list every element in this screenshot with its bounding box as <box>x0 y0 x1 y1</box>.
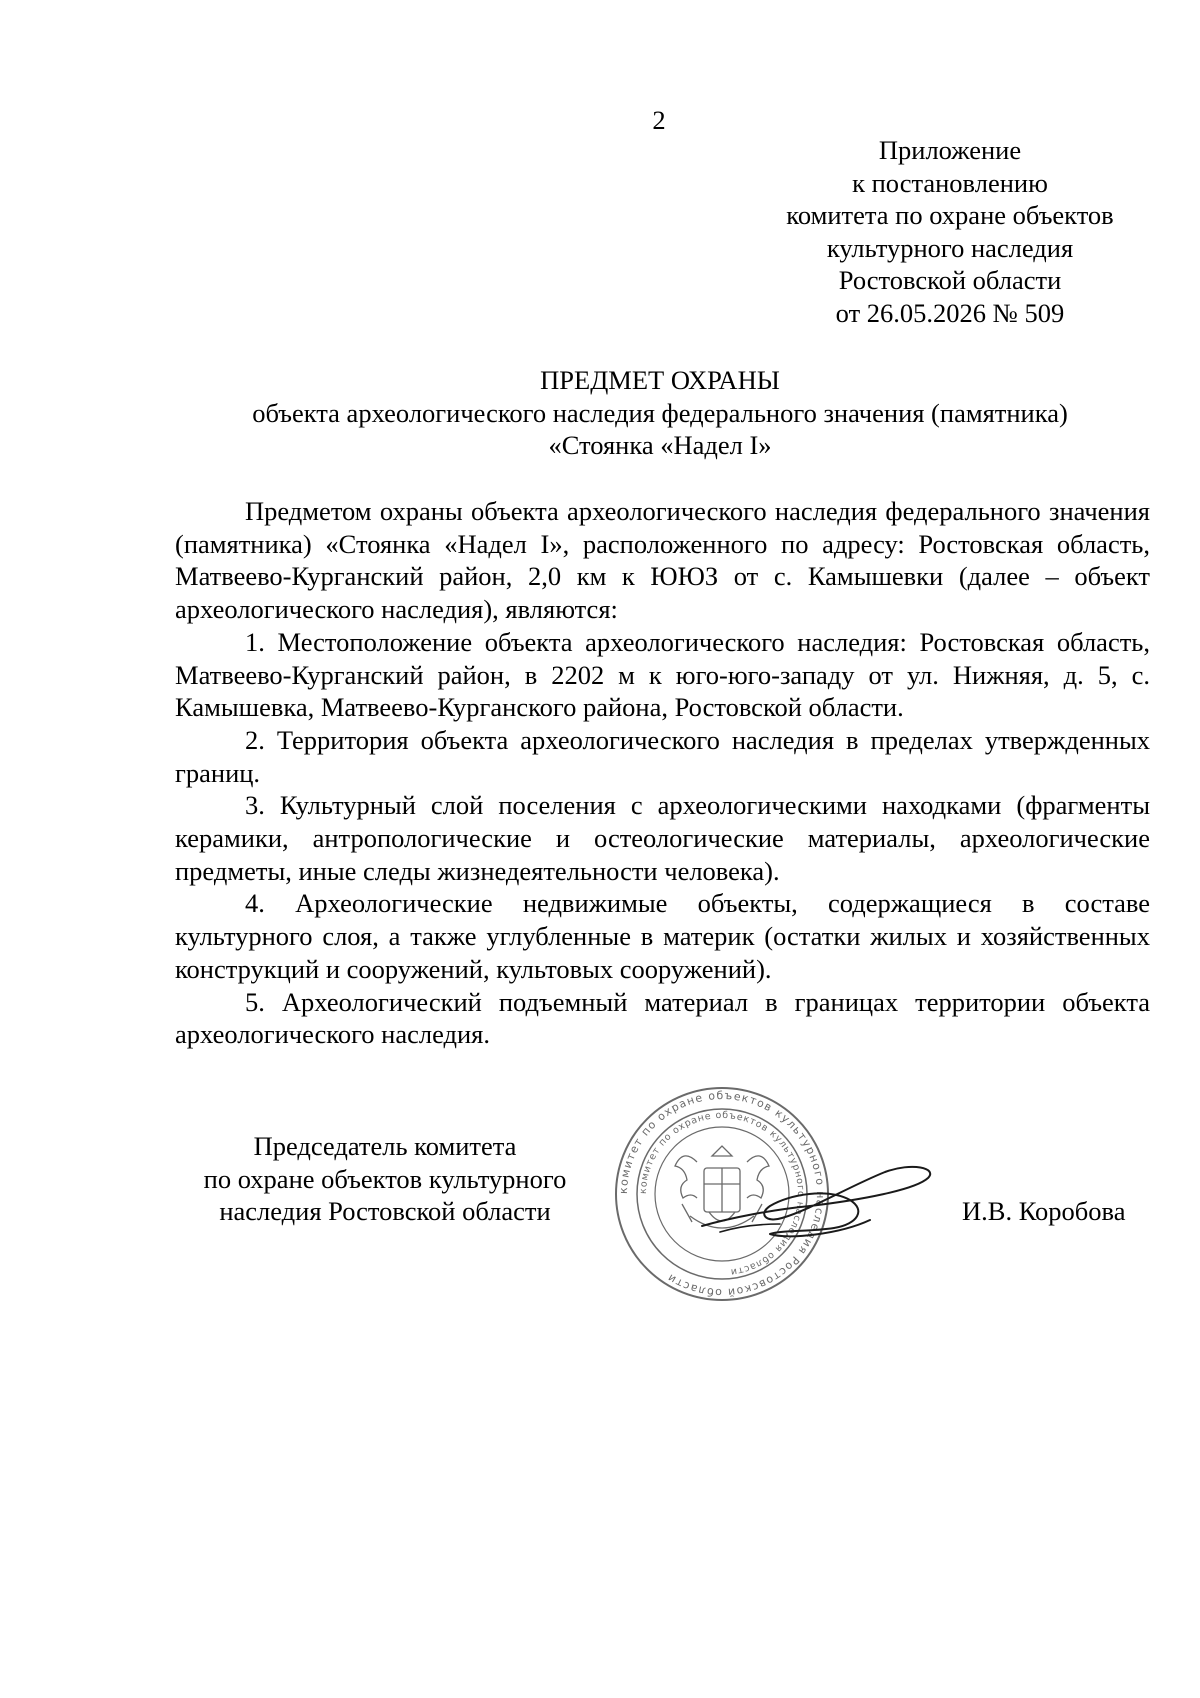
stamp-inner-text: комитет по охране объектов культурного наследия области <box>637 1109 807 1278</box>
list-item: 1. Местоположение объекта археологического наследия: Ростовская область, Матвеево-Курганский район, в 2202 м к юго-юго-западу от ул. Нижняя, д. 5, с. Камышевка, Матвеево-Курганского района, Ростовской области. <box>175 626 1150 723</box>
title-heading: ПРЕДМЕТ ОХРАНЫ <box>540 365 780 395</box>
signer-position <box>170 1130 600 1228</box>
appendix-date-number: от 26.05.2026 № 509 <box>835 297 1065 328</box>
appendix-header <box>760 134 1140 330</box>
signature-block <box>0 1088 1200 1410</box>
signer-position-line: наследия Ростовской области <box>219 1196 551 1227</box>
appendix-line: к постановлению <box>852 167 1048 198</box>
list-item: 4. Археологические недвижимые объекты, содержащиеся в составе культурного слоя, а также углубленные в материк (остатки жилых и хозяйственных конструкций и сооружений, культовых сооружений). <box>175 888 1150 984</box>
signer-position-line: Председатель комитета <box>253 1131 517 1161</box>
document-title <box>170 364 1150 462</box>
appendix-line: культурного наследия <box>826 232 1074 263</box>
title-object-name: «Стоянка «Надел I» <box>548 430 772 461</box>
appendix-line: комитета по охране объектов <box>786 200 1114 231</box>
list-item: 2. Территория объекта археологического наследия в пределах утвержденных границ. <box>175 724 1150 788</box>
handwritten-signature <box>700 1148 940 1258</box>
stamp-outer-text: комитет по охране объектов культурного наследия Ростовской области <box>616 1088 828 1300</box>
title-subheading: объекта археологического наследия федерального значения (памятника) <box>252 397 1068 428</box>
list-item: 3. Культурный слой поселения с археологическими находками (фрагменты керамики, антропологические и остеологические материалы, археологические предметы, иные следы жизнедеятельности человека). <box>175 790 1150 886</box>
document-body <box>175 495 1150 1051</box>
appendix-line: Ростовской области <box>838 265 1062 296</box>
intro-paragraph: Предметом охраны объекта археологического наследия федерального значения (памятника) «Стоянка «Надел I», расположенного по адресу: Ростовская область, Матвеево-Курганский район, 2,0 км к ЮЮЗ от с. Камышевки (далее – объект археологического наследия), являются: <box>175 496 1150 625</box>
page-number: 2 <box>652 105 666 135</box>
signer-position-line: по охране объектов культурного <box>203 1163 567 1194</box>
list-item: 5. Археологический подъемный материал в границах территории объекта археологического наследия. <box>175 986 1150 1050</box>
signer-name: И.В. Коробова <box>962 1196 1126 1226</box>
appendix-line: Приложение <box>878 135 1022 165</box>
